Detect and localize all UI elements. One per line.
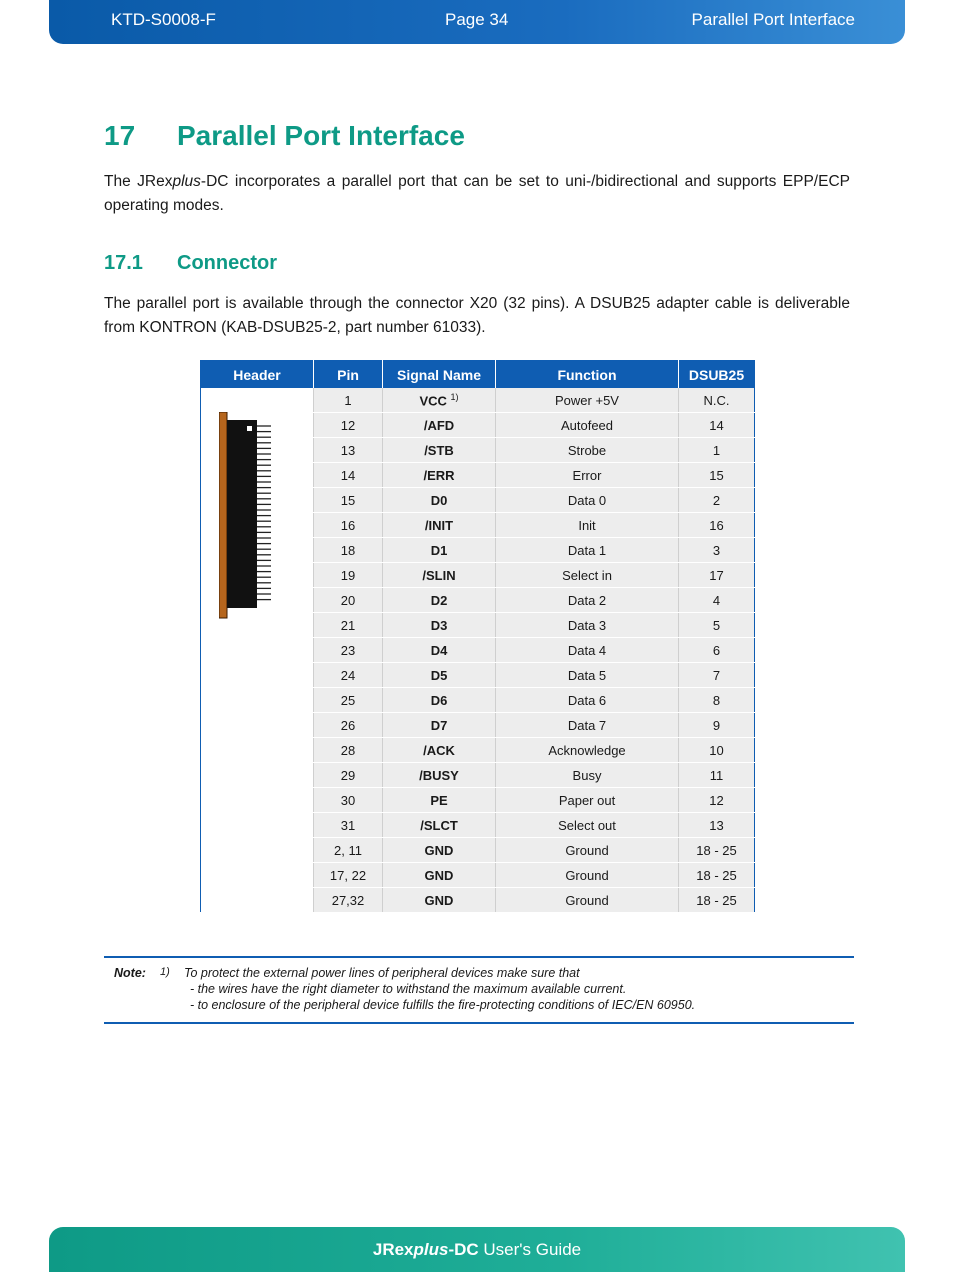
col-pin: Pin [314,361,383,389]
connector-icon [219,412,275,620]
section-number: 17.1 [104,252,143,274]
note-line-2: - the wires have the right diameter to withstand the maximum available current. [190,982,627,996]
note-ref: 1) [160,966,170,978]
footer-title [373,1240,581,1260]
pin-cell [314,863,383,888]
function-cell-text: Error [572,467,602,483]
signal-cell [383,788,496,813]
col-dsub25: DSUB25 [679,361,755,389]
function-cell-text: Paper out [558,792,616,808]
dsub25-cell [679,738,755,763]
function-cell-text: Ground [565,867,609,883]
function-cell-text: Power +5V [555,392,619,408]
signal-cell-text: /AFD [423,417,455,433]
pin-cell [314,563,383,588]
signal-cell [383,738,496,763]
signal-cell-text: GND [424,867,454,883]
dsub25-cell [679,813,755,838]
signal-cell-text: D4 [430,642,448,658]
function-cell-text: Data 5 [567,667,607,683]
dsub25-cell [679,438,755,463]
dsub25-cell [679,613,755,638]
page-number: Page 34 [445,10,509,29]
signal-cell [383,613,496,638]
signal-cell [383,563,496,588]
intro-text-italic: plus [172,173,201,190]
dsub25-cell-text: 14 [709,417,724,433]
pin-cell [314,538,383,563]
function-cell-text: Autofeed [560,417,614,433]
pin-cell-text: 24 [340,667,356,683]
signal-cell-text: D2 [430,592,448,608]
pin-cell-text: 28 [340,742,356,758]
dsub25-cell [679,513,755,538]
function-cell-text: Ground [565,842,609,858]
chapter-heading [104,120,465,152]
pin-cell [314,438,383,463]
intro-text-pre: The JRex [104,173,173,190]
pin-cell-text: 12 [340,417,356,433]
pin-cell-text: 25 [340,692,356,708]
table-row [201,388,755,413]
pin-cell-text: 1 [344,392,352,408]
function-cell-text: Data 3 [567,617,607,633]
signal-cell-text: /SLCT [420,817,458,833]
function-cell [496,663,679,688]
page-footer [49,1227,905,1272]
signal-cell [383,888,496,913]
signal-cell [383,463,496,488]
signal-cell [383,588,496,613]
dsub25-cell-text: 18 - 25 [696,842,737,858]
signal-cell-text: /ACK [423,742,455,758]
dsub25-cell [679,763,755,788]
col-signal-name: Signal Name [383,361,496,389]
function-cell-text: Data 2 [567,592,607,608]
pin-cell [314,488,383,513]
function-cell [496,813,679,838]
pin-cell-text: 13 [340,442,356,458]
signal-cell [383,838,496,863]
dsub25-cell-text: 18 - 25 [696,867,737,883]
dsub25-cell-text: 16 [709,517,724,533]
pin-cell [314,838,383,863]
signal-cell-text: GND [424,842,454,858]
function-cell [496,388,679,413]
signal-cell-text: /STB [424,442,454,458]
pin-cell-text: 21 [340,617,356,633]
dsub25-cell-text: 2 [712,492,721,508]
pin-cell-text: 30 [340,792,356,808]
header-connector-cell [201,388,314,913]
dsub25-cell-text: 5 [712,617,721,633]
pin-cell [314,588,383,613]
pin-cell [314,463,383,488]
function-cell [496,688,679,713]
signal-cell [383,763,496,788]
dsub25-cell [679,563,755,588]
function-cell [496,713,679,738]
col-header: Header [201,361,314,389]
dsub25-cell [679,888,755,913]
pin-cell [314,638,383,663]
function-cell [496,838,679,863]
function-cell [496,563,679,588]
function-cell-text: Strobe [567,442,607,458]
note-box [104,956,854,1024]
function-cell [496,538,679,563]
chapter-number: 17 [104,120,136,151]
dsub25-cell [679,488,755,513]
pin-cell [314,788,383,813]
dsub25-cell-text: 3 [712,542,721,558]
signal-cell [383,538,496,563]
footer-brand-suffix: -DC [448,1240,479,1259]
pinout-table [200,360,755,913]
footnote-marker: 1) [450,391,459,402]
pin-cell [314,513,383,538]
pin-cell [314,813,383,838]
pin-cell-text: 27,32 [331,892,365,908]
dsub25-cell [679,688,755,713]
signal-cell [383,388,496,413]
doc-id: KTD-S0008-F [111,10,216,29]
dsub25-cell [679,838,755,863]
dsub25-cell-text: 4 [712,592,721,608]
intro-text-post: -DC incorporates a parallel port that can be set to uni-/bidirectional and supports EPP/ECP operating modes. [104,173,850,214]
function-cell-text: Data 6 [567,692,607,708]
signal-cell-text: PE [430,792,448,808]
dsub25-cell [679,538,755,563]
page-header [49,0,905,44]
pin-cell [314,388,383,413]
pin-cell [314,663,383,688]
pin-cell [314,688,383,713]
function-cell-text: Select out [558,817,616,833]
signal-cell-text: D3 [430,617,448,633]
function-cell [496,738,679,763]
dsub25-cell-text: N.C. [703,392,730,408]
dsub25-cell [679,588,755,613]
signal-cell-text: /BUSY [419,767,459,783]
function-cell [496,463,679,488]
function-cell [496,613,679,638]
function-cell [496,413,679,438]
signal-cell [383,713,496,738]
note-line-1: To protect the external power lines of peripheral devices make sure that [184,966,580,980]
pin-cell-text: 14 [340,467,356,483]
pin-cell-text: 15 [340,492,356,508]
dsub25-cell [679,388,755,413]
dsub25-cell-text: 6 [712,642,721,658]
chapter-title: Parallel Port Interface [177,120,465,151]
function-cell [496,863,679,888]
function-cell-text: Data 7 [567,717,607,733]
dsub25-cell-text: 11 [709,767,724,783]
signal-cell-text: D6 [430,692,448,708]
footer-brand: JRex [372,1240,414,1259]
dsub25-cell [679,638,755,663]
dsub25-cell-text: 7 [712,667,721,683]
signal-cell-text: /ERR [423,467,455,483]
pin-cell-text: 26 [340,717,356,733]
signal-cell-text: D5 [430,667,448,683]
footer-guide-text: User's Guide [478,1240,582,1259]
signal-cell-text: D0 [430,492,448,508]
dsub25-cell-text: 18 - 25 [696,892,737,908]
table-header-row [201,361,755,389]
dsub25-cell [679,463,755,488]
pin-cell-text: 23 [340,642,356,658]
dsub25-cell-text: 17 [709,567,724,583]
function-cell-text: Busy [572,767,602,783]
section-heading [104,252,277,275]
section-title: Connector [177,252,277,274]
dsub25-cell [679,863,755,888]
signal-cell [383,438,496,463]
function-cell-text: Init [578,517,596,533]
function-cell-text: Select in [562,567,612,583]
pin-cell-text: 16 [340,517,356,533]
dsub25-cell [679,413,755,438]
dsub25-cell-text: 12 [709,792,724,808]
signal-cell-text: D7 [430,717,448,733]
function-cell-text: Acknowledge [548,742,626,758]
dsub25-cell-text: 15 [709,467,724,483]
pin-cell [314,713,383,738]
signal-cell [383,413,496,438]
pin-cell [314,763,383,788]
dsub25-cell-text: 8 [712,692,721,708]
pin-cell-text: 31 [340,817,356,833]
signal-cell-text: D1 [430,542,448,558]
signal-cell-text: /SLIN [422,567,456,583]
pin-cell [314,613,383,638]
dsub25-cell-text: 9 [712,717,721,733]
function-cell [496,588,679,613]
function-cell [496,488,679,513]
dsub25-cell-text: 10 [709,742,724,758]
signal-cell-text: VCC [419,393,447,409]
table-body [201,388,755,913]
signal-cell [383,813,496,838]
function-cell-text: Data 1 [567,542,607,558]
pin-cell-text: 20 [340,592,356,608]
dsub25-cell [679,713,755,738]
function-cell [496,513,679,538]
dsub25-cell [679,788,755,813]
dsub25-cell [679,663,755,688]
signal-cell [383,488,496,513]
connector-paragraph: The parallel port is available through the connector X20 (32 pins). A DSUB25 adapter cable is deliverable from KONTRON (KAB-DSUB25-2, part number 61033). [104,295,850,336]
signal-cell [383,663,496,688]
intro-paragraph [104,170,850,218]
function-cell [496,763,679,788]
footer-brand-italic: plus [413,1240,449,1259]
pin-cell-text: 29 [340,767,356,783]
pin-cell [314,413,383,438]
signal-cell-text: /INIT [424,517,454,533]
dsub25-cell-text: 1 [712,442,721,458]
function-cell-text: Data 4 [567,642,607,658]
function-cell-text: Ground [565,892,609,908]
pin-cell [314,738,383,763]
dsub25-cell-text: 13 [709,817,724,833]
function-cell [496,638,679,663]
function-cell [496,438,679,463]
function-cell [496,888,679,913]
signal-cell [383,638,496,663]
signal-cell [383,688,496,713]
note-line-3: - to enclosure of the peripheral device fulfills the fire-protecting conditions of IEC/EN 60950. [190,998,696,1012]
col-function: Function [496,361,679,389]
note-label: Note: [114,966,146,980]
signal-cell-text: GND [424,892,454,908]
function-cell [496,788,679,813]
function-cell-text: Data 0 [567,492,607,508]
pin-cell-text: 18 [340,542,356,558]
pin-cell [314,888,383,913]
pin-cell-text: 2, 11 [334,842,362,858]
pin-cell-text: 19 [340,567,356,583]
signal-cell [383,513,496,538]
pin-cell-text: 17, 22 [329,867,367,883]
header-section-title: Parallel Port Interface [691,10,855,29]
signal-cell [383,863,496,888]
